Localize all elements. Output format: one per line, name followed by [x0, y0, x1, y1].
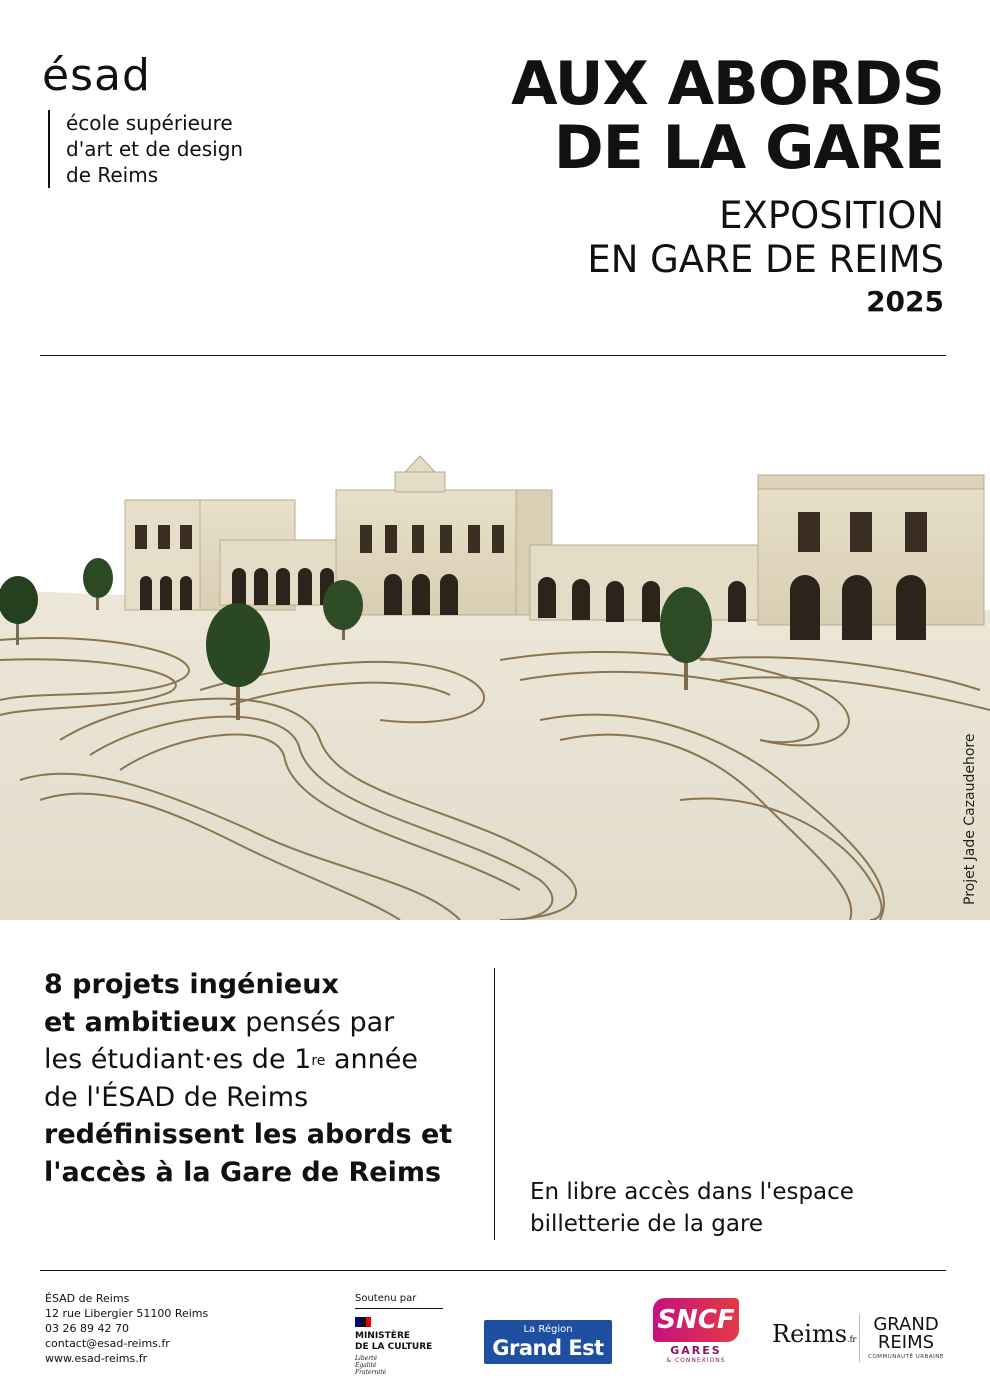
reims-name: Reims — [772, 1320, 848, 1348]
desc-line-3-sup: re — [311, 1053, 326, 1069]
region-grand-est-logo — [484, 1320, 612, 1364]
devise — [355, 1355, 443, 1376]
grand-reims-line-2: REIMS — [877, 1332, 935, 1353]
logo-line-1: école supérieure — [66, 111, 233, 135]
contact-block — [45, 1291, 208, 1366]
subtitle-line-2: EN GARE DE REIMS — [587, 238, 944, 281]
sncf-gares: GARES — [670, 1344, 722, 1357]
project-description — [44, 966, 452, 1191]
contact-email: contact@esad-reims.fr — [45, 1337, 170, 1350]
reims-logo — [772, 1320, 856, 1348]
sncf-connexions: & CONNEXIONS — [666, 1357, 726, 1364]
logo-subtitle — [48, 110, 308, 188]
devise-fraternite: Fraternité — [355, 1369, 387, 1376]
desc-line-3-pre: les étudiant·es de 1 — [44, 1044, 312, 1075]
desc-line-2 — [44, 1004, 452, 1042]
top-divider — [40, 355, 946, 356]
logo-line-2: d'art et de design — [66, 137, 244, 161]
contact-website: www.esad-reims.fr — [45, 1352, 148, 1365]
region-name: Grand Est — [492, 1336, 604, 1360]
year: 2025 — [866, 285, 944, 318]
ministere-line-2: DE LA CULTURE — [355, 1342, 433, 1352]
reims-domain: .fr — [847, 1335, 857, 1344]
esad-logo — [42, 50, 244, 187]
desc-line-3-post: année — [325, 1044, 418, 1075]
sncf-badge: SNCF — [653, 1298, 739, 1342]
sncf-gares-logo — [652, 1298, 740, 1368]
title-block — [511, 49, 944, 320]
access-info — [530, 1176, 854, 1240]
desc-line-1: 8 projets ingénieux — [44, 969, 339, 1000]
vertical-divider — [494, 968, 495, 1240]
desc-line-6: l'accès à la Gare de Reims — [44, 1156, 442, 1188]
subtitle — [511, 194, 944, 282]
desc-line-5: redéfinissent les abords et — [44, 1119, 453, 1150]
grand-reims-sub: COMMUNAUTÉ URBAINE — [868, 1354, 944, 1360]
architecture-model-photo — [0, 360, 990, 920]
marianne-icon — [355, 1317, 371, 1327]
contact-address: 12 rue Libergier 51100 Reims — [45, 1307, 209, 1320]
contact-phone: 03 26 89 42 70 — [45, 1322, 129, 1335]
logo-line-3: de Reims — [66, 163, 159, 187]
main-title-line-2: DE LA GARE — [553, 113, 944, 183]
devise-liberte: Liberté — [355, 1355, 378, 1362]
main-title-line-1: AUX ABORDS — [511, 49, 944, 119]
support-label: Soutenu par — [355, 1292, 443, 1309]
logo-wordmark: ésad — [42, 50, 151, 101]
logo-separator — [859, 1314, 860, 1362]
grand-reims-logo — [868, 1316, 944, 1360]
desc-line-4: de l'ÉSAD de Reims — [44, 1081, 309, 1113]
desc-line-2-bold: et ambitieux — [44, 1006, 237, 1038]
bottom-divider — [40, 1270, 946, 1271]
access-line-2: billetterie de la gare — [530, 1211, 764, 1237]
desc-line-2-rest: pensés par — [236, 1006, 395, 1038]
region-label: La Région — [523, 1324, 573, 1335]
ministere-culture-logo — [355, 1317, 443, 1376]
support-block — [355, 1292, 443, 1376]
photo-credit: Projet Jade Cazaudehore — [962, 733, 978, 905]
access-line-1: En libre accès dans l'espace — [530, 1179, 854, 1205]
desc-line-3 — [44, 1041, 452, 1079]
grand-reims-line-1: GRAND — [873, 1314, 939, 1335]
ministere-line-1: MINISTÈRE — [355, 1331, 411, 1341]
devise-egalite: Égalité — [355, 1362, 377, 1369]
contact-name: ÉSAD de Reims — [45, 1292, 130, 1305]
subtitle-line-1: EXPOSITION — [719, 194, 944, 237]
